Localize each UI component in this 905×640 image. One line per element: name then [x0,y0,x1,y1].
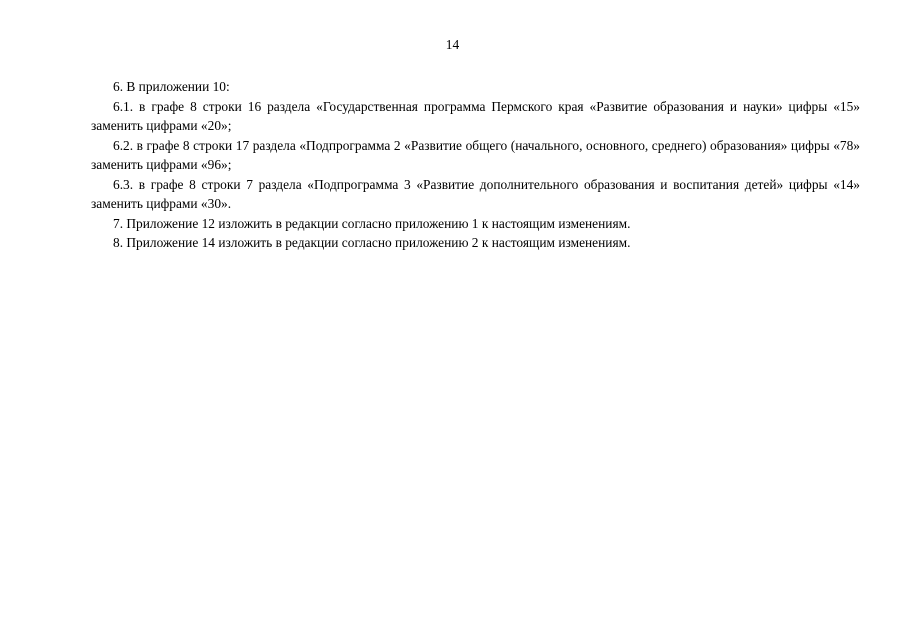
page-number: 14 [445,37,460,52]
paragraph-item-8: 8. Приложение 14 изложить в редакции согласно приложению 2 к настоящим изменениям. [113,235,631,250]
paragraph-item-7: 7. Приложение 12 изложить в редакции согласно приложению 1 к настоящим изменениям. [113,215,631,231]
paragraph-item-6-2: 6.2. в графе 8 строки 17 раздела «Подпрограмма 2 «Развитие общего (начального, основного, среднего) образования» цифры «78» заменить цифрами «96»; [91,137,860,172]
document-body [91,77,860,253]
paragraph-item-6: 6. В приложении 10: [113,79,230,94]
paragraph-item-6-3: 6.3. в графе 8 строки 7 раздела «Подпрограмма 3 «Развитие дополнительного образования и воспитания детей» цифры «14» заменить цифрами «30». [91,176,860,211]
paragraph-item-6-1: 6.1. в графе 8 строки 16 раздела «Государственная программа Пермского края «Развитие образования и науки» цифры «15» заменить цифрами «20»; [91,98,860,133]
